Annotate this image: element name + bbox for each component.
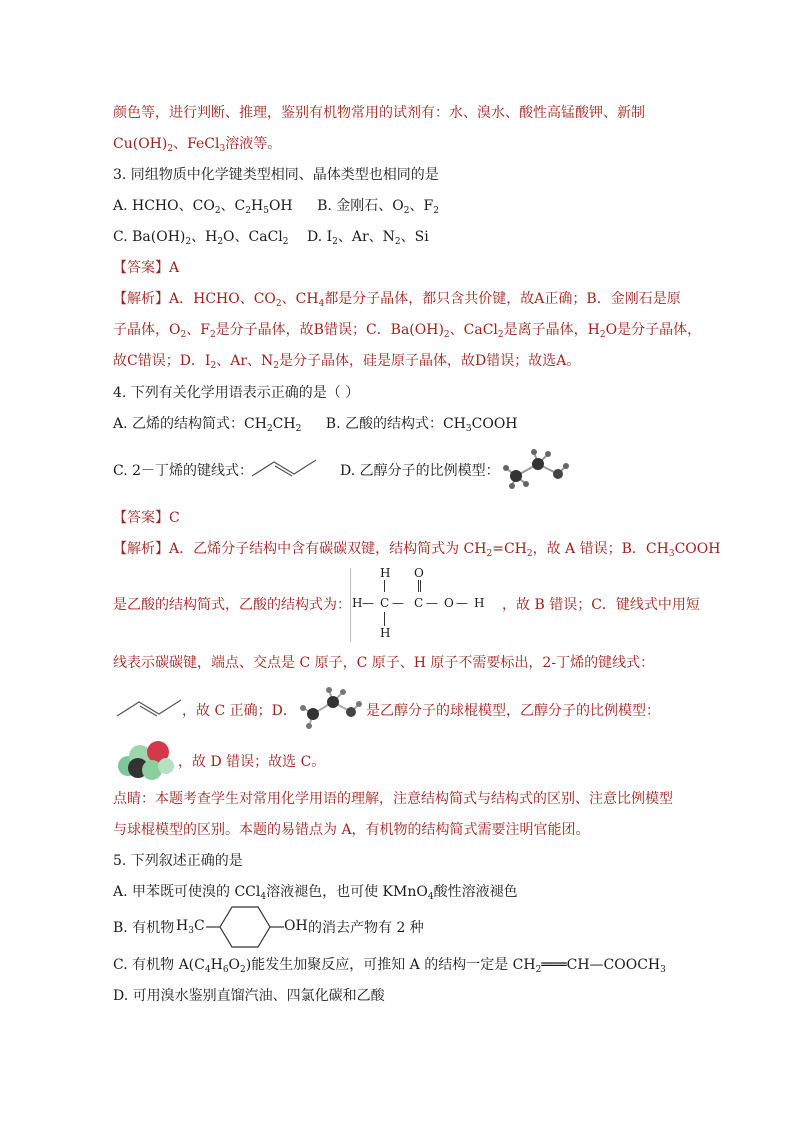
t: A. HCHO、CO	[113, 198, 215, 214]
t: OH	[268, 198, 293, 214]
q3-option-c	[113, 229, 289, 245]
q3-explanation-1	[113, 289, 681, 309]
t: A. 甲苯既可使溴的 CCl	[113, 884, 261, 900]
bond	[384, 580, 385, 592]
t: O	[228, 957, 241, 973]
t: 2	[210, 361, 217, 371]
t: COOH	[471, 416, 518, 432]
t: D. I	[306, 229, 333, 245]
q4-explanation-4b: 是乙醇分子的球棍模型，乙醇分子的比例模型：	[366, 703, 660, 719]
t: 6	[222, 965, 229, 975]
t: 是分子晶体，硅是原子晶体，故D错误；故选A。	[279, 353, 581, 369]
t: C. Ba(OH)	[113, 229, 186, 245]
butene-skeletal-icon	[250, 456, 320, 480]
t: 3	[660, 965, 666, 975]
t: COOH	[674, 541, 721, 557]
t: 2	[167, 144, 174, 154]
t: ，故 A 错误；B．CH	[532, 541, 669, 557]
acetic-acid-structure	[350, 566, 500, 644]
bond	[418, 580, 419, 592]
explanation-label: 【解析】	[113, 291, 169, 307]
t: 、FeCl	[173, 136, 220, 152]
t: 2	[394, 237, 401, 247]
q3-explanation-2	[113, 320, 701, 340]
t: 、CH	[281, 291, 319, 307]
intro-text-1: 颜色等，进行判断、推理，鉴别有机物常用的试剂有：水、溴水、酸性高锰酸钾、新制	[113, 105, 645, 121]
q3-options-ab	[113, 196, 439, 216]
t: 2	[185, 237, 192, 247]
t: 2	[240, 965, 246, 975]
answer-label: 【答案】	[113, 510, 169, 526]
cyclohexane-ring-icon	[206, 904, 286, 950]
q4-explanation-2a: 是乙酸的结构简式，乙酸的结构式为：	[113, 597, 351, 613]
q4-options-ab	[113, 414, 518, 434]
t: 2	[403, 206, 410, 216]
t: H	[251, 198, 264, 214]
t: 2	[180, 330, 187, 340]
atom-o-top: O	[414, 566, 424, 580]
atom-c-2: C	[414, 596, 424, 610]
t: 2	[273, 361, 279, 371]
t: 、C	[220, 198, 246, 214]
t: 2	[332, 237, 338, 247]
ethanol-ball-stick-icon	[498, 446, 570, 490]
t: =CH	[492, 541, 527, 557]
bond	[384, 612, 385, 626]
t: 4	[260, 892, 267, 902]
t: 5	[263, 206, 269, 216]
q4-stem: 4. 下列有关化学用语表示正确的是（ ）	[113, 385, 360, 401]
t: ═══CH—COOCH	[541, 957, 661, 973]
t: O、CaCl	[223, 229, 283, 245]
answer-value: A	[169, 260, 180, 276]
q4-option-a	[113, 416, 301, 432]
t: 2	[599, 330, 606, 340]
t: H	[210, 957, 223, 973]
t: 、F	[409, 198, 434, 214]
t: 、Ar、N	[337, 229, 395, 245]
t: 、H	[191, 229, 218, 245]
atom-h-bottom: H	[380, 626, 391, 640]
q4-option-c: C. 2－丁烯的键线式：	[113, 463, 254, 479]
ethanol-ball-stick-model-icon	[295, 684, 365, 734]
t: 3	[668, 549, 675, 559]
q3-option-b	[317, 198, 439, 214]
t: 2	[282, 237, 289, 247]
q3-stem: 3. 同组物质中化学键类型相同、晶体类型也相同的是	[113, 167, 439, 183]
atom-c-1: C	[380, 596, 390, 610]
t: 都是分子晶体，都只含共价键，故A正确；B．金刚石是原	[324, 291, 681, 307]
q4-explanation-5: ，故 D 错误；故选 C。	[178, 754, 326, 770]
t: 、CaCl	[449, 322, 498, 338]
t: CH	[272, 416, 296, 432]
intro-line-1	[113, 103, 645, 123]
t: 是分子晶体，故B错误；C．Ba(OH)	[215, 322, 444, 338]
t: 2	[433, 206, 439, 216]
t: O是分子晶体，	[605, 322, 702, 338]
q4-explanation-4a: ，故 C 正确；D．	[182, 703, 297, 719]
t: C	[193, 918, 205, 934]
bond-dash: —	[426, 596, 438, 610]
t: 2	[526, 549, 533, 559]
answer-label: 【答案】	[113, 260, 169, 276]
t: 4	[204, 965, 211, 975]
atom-h-top: H	[380, 566, 391, 580]
answer-value: C	[169, 510, 180, 526]
q4-note-1: 点睛：本题考查学生对常用化学用语的理解，注意结构简式与结构式的区别、注意比例模型	[113, 791, 673, 807]
t: B. 乙酸的结构式：CH	[325, 416, 466, 432]
t: 2	[245, 206, 251, 216]
atom-h-left: H	[352, 596, 363, 610]
t: 3	[465, 424, 472, 434]
bond-dash: —	[456, 596, 468, 610]
t: 2	[535, 965, 542, 975]
t: B. 金刚石、O	[317, 198, 404, 214]
t: 3	[219, 144, 226, 154]
t: 3	[188, 926, 194, 936]
t: 、Si	[400, 229, 429, 245]
t: 2	[443, 330, 450, 340]
q5-option-a	[113, 882, 518, 902]
t: 溶液褪色，也可使 KMnO	[266, 884, 428, 900]
t: 溶液等。	[225, 136, 282, 152]
t: A. 乙烯的结构简式：CH	[113, 416, 267, 432]
hydroxyl-group: OH	[284, 918, 308, 934]
t: 2	[275, 299, 282, 309]
q4-explanation-1	[113, 539, 720, 559]
t: 、Ar、N	[216, 353, 274, 369]
q5-option-c	[113, 955, 666, 975]
q4-option-d: D. 乙醇分子的比例模型：	[340, 463, 500, 479]
q4-explanation-3: 线表示碳碳键，端点、交点是 C 原子，C 原子、H 原子不需要标出，2-丁烯的键线式：	[113, 655, 655, 671]
t: 2	[217, 237, 224, 247]
t: 故C错误；D．I	[113, 353, 211, 369]
t: 4	[318, 299, 325, 309]
t: 4	[427, 892, 434, 902]
intro-line-2	[113, 134, 281, 154]
q3-options-cd	[113, 227, 429, 247]
t: )能发生加聚反应，可推知 A 的结构一定是 CH	[245, 957, 536, 973]
q3-explanation-3	[113, 351, 580, 371]
t: Cu(OH)	[113, 136, 168, 152]
methyl-group	[176, 918, 205, 934]
bond-dash: —	[392, 596, 404, 610]
t: 2	[295, 424, 302, 434]
t: 是离子晶体，H	[503, 322, 600, 338]
q5-option-b-text: 的消去产物有 2 种	[308, 920, 424, 936]
t: 2	[209, 330, 216, 340]
q5-stem: 5. 下列叙述正确的是	[113, 853, 243, 869]
q5-option-d: D. 可用溴水鉴别直馏汽油、四氯化碳和乙酸	[113, 988, 385, 1004]
q3-option-d	[307, 229, 429, 245]
t: H	[176, 918, 189, 934]
atom-o-mid: O	[444, 596, 454, 610]
t: 2	[214, 206, 221, 216]
bond-dash: —	[362, 596, 374, 610]
q5-option-b-label: B. 有机物	[113, 920, 175, 936]
t: 酸性溶液褪色	[433, 884, 518, 900]
q4-answer	[113, 508, 180, 528]
t: C. 有机物 A(C	[113, 957, 205, 973]
q3-option-a	[113, 198, 293, 214]
q4-option-b	[326, 416, 518, 432]
t: 2	[486, 549, 493, 559]
bond	[420, 580, 421, 592]
q4-note-2: 与球棍模型的区别。本题的易错点为 A，有机物的结构简式需要注明官能团。	[113, 822, 590, 838]
explanation-label: 【解析】	[113, 541, 169, 557]
atom-h-right: H	[474, 596, 485, 610]
t: 2	[266, 424, 273, 434]
ethanol-space-filling-icon	[114, 740, 178, 782]
t: A．HCHO、CO	[169, 291, 276, 307]
q4-explanation-2b: ，故 B 错误；C．键线式中用短	[502, 597, 700, 613]
t: A．乙烯分子结构中含有碳碳双键，结构简式为 CH	[169, 541, 487, 557]
t: 2	[497, 330, 504, 340]
t: 子晶体，O	[113, 322, 181, 338]
t: 、F	[186, 322, 210, 338]
butene-skeletal-icon-2	[115, 694, 183, 720]
q3-answer	[113, 258, 179, 278]
